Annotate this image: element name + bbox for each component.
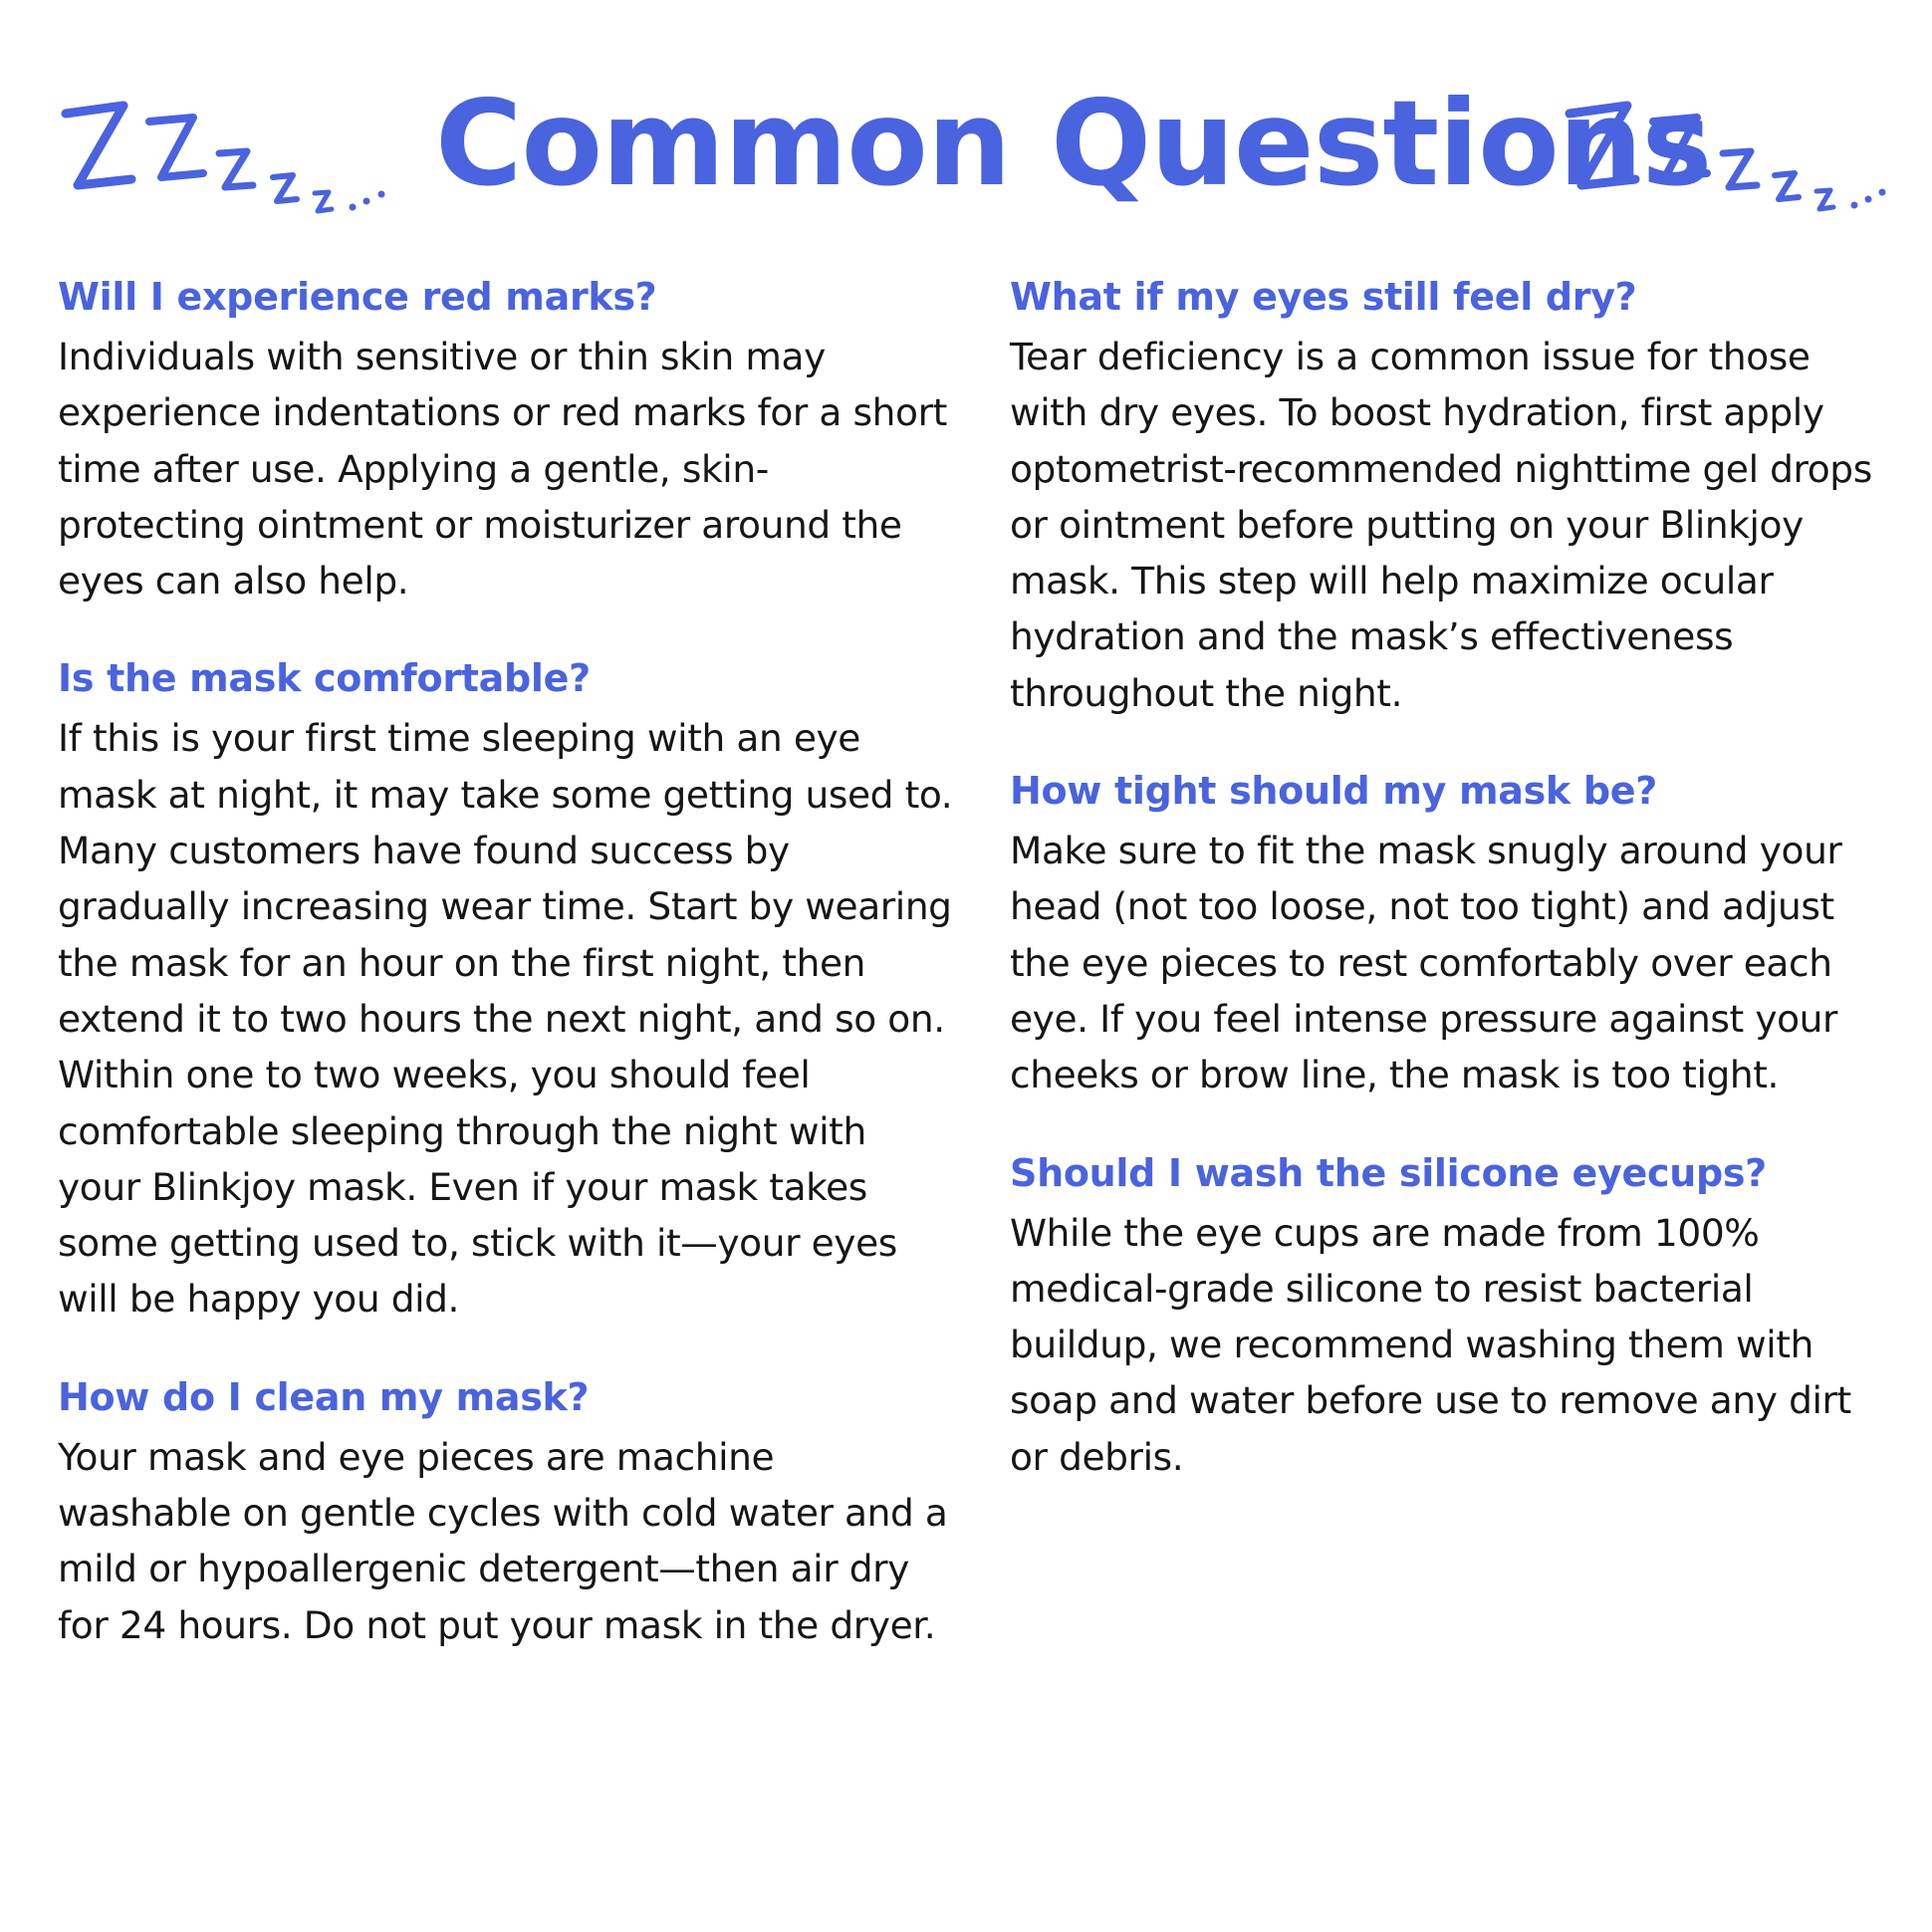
faq-column-right <box>1010 271 1896 1485</box>
page-title: Common Questions <box>435 76 1712 213</box>
zzz-sleep-icon <box>58 80 456 239</box>
faq-answer: Your mask and eye pieces are machine washable on gentle cycles with cold water and a mild or hypoallergenic detergent—then air dry for 24 hours. Do not put your mask in the dryer. <box>58 1434 948 1647</box>
page-header <box>0 60 1932 229</box>
faq-answer: Make sure to fit the mask snugly around your head (not too loose, not too tight) and adjust the eye pieces to rest comfortably over each eye. If you feel intense pressure against your cheeks or brow line, the mask is too tight. <box>1010 829 1842 1097</box>
faq-item-clean-mask <box>58 1371 954 1653</box>
faq-question: Is the mask comfortable? <box>58 656 591 701</box>
faq-answer: While the eye cups are made from 100% medical-grade silicone to resist bacterial buildup, we recommend washing them with soap and water before use to remove any dirt or debris. <box>1010 1210 1851 1479</box>
faq-answer: If this is your first time sleeping with an eye mask at night, it may take some getting used to. Many customers have found success by gradually increasing wear time. Start by wearing the mask for an hour on the first night, then extend it to two hours the next night, and so on. Within one to two weeks, you should feel comfortable sleeping through the night with your Blinkjoy mask. Even if your mask takes some getting used to, stick with it—your eyes will be happy you did. <box>58 716 953 1322</box>
faq-question: How do I clean my mask? <box>58 1374 590 1419</box>
faq-question: Will I experience red marks? <box>58 275 657 319</box>
faq-question: What if my eyes still feel dry? <box>1010 275 1637 319</box>
faq-question: How tight should my mask be? <box>1010 769 1657 814</box>
faq-item-dry-eyes <box>1010 271 1896 721</box>
faq-item-red-marks <box>58 271 954 608</box>
faq-item-wash-eyecups <box>1010 1147 1896 1485</box>
zzz-sleep-icon <box>1562 80 1932 239</box>
faq-column-left <box>58 271 954 1653</box>
faq-question: Should I wash the silicone eyecups? <box>1010 1150 1767 1195</box>
faq-item-comfortable <box>58 652 954 1327</box>
faq-item-mask-tightness <box>1010 765 1896 1102</box>
faq-answer: Individuals with sensitive or thin skin may experience indentations or red marks for a short time after use. Applying a gentle, skin-protecting ointment or moisturizer around the eyes can also help. <box>58 335 947 604</box>
faq-answer: Tear deficiency is a common issue for those with dry eyes. To boost hydration, first apply optometrist-recommended nighttime gel drops or ointment before putting on your Blinkjoy mask. This step will help maximize ocular hydration and the mask’s effectiveness throughout the night. <box>1010 335 1872 715</box>
